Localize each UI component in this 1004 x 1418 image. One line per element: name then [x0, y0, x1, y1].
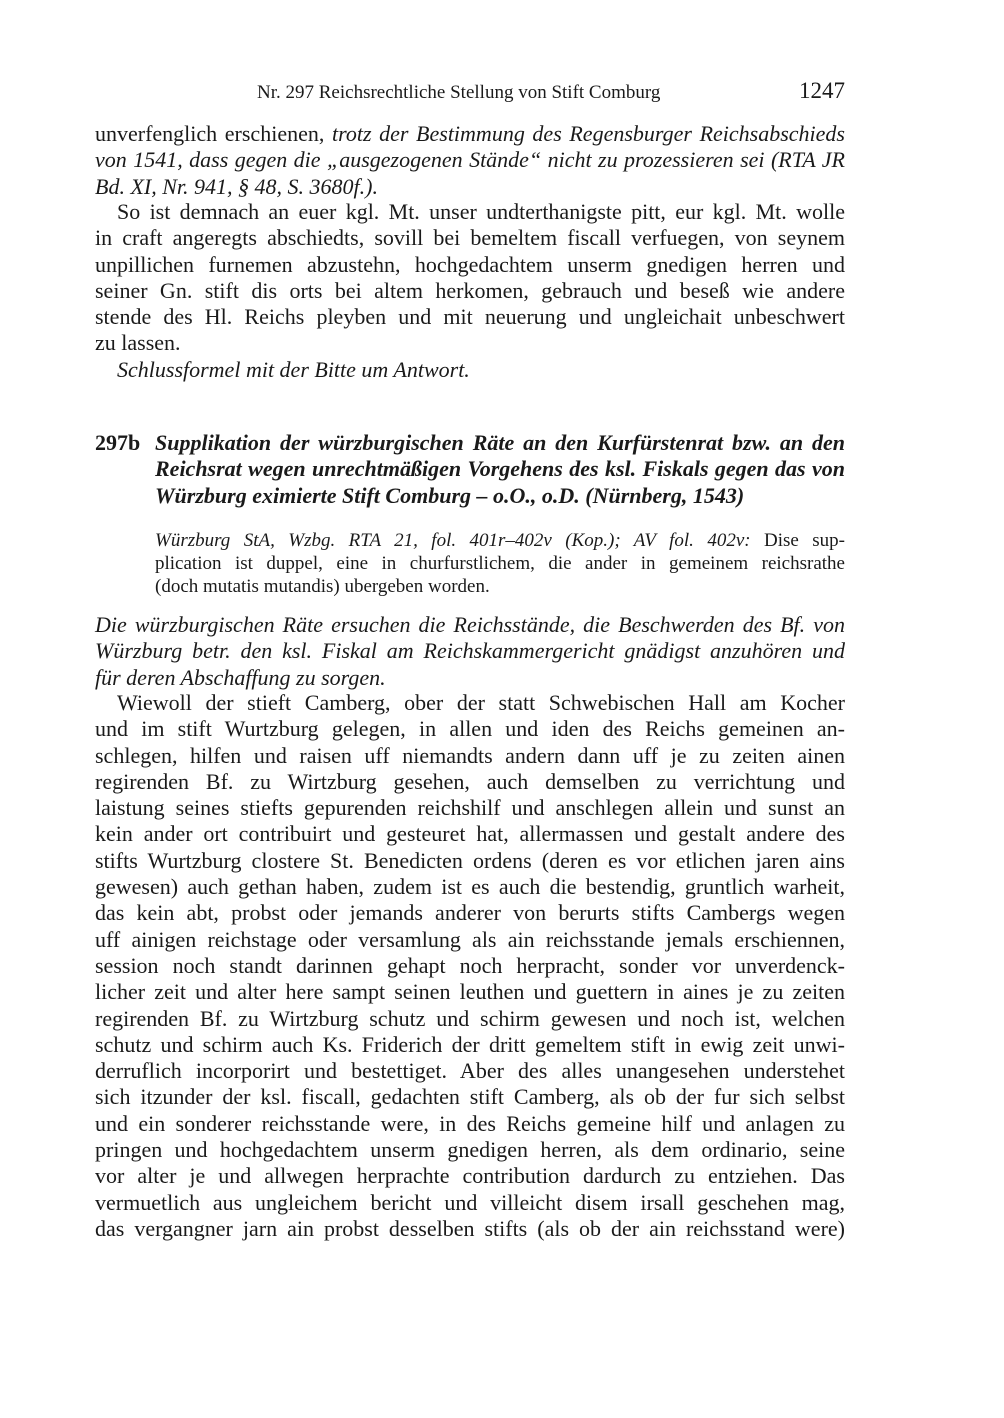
- text-line: und im stift Wurtzburg gelegen, in allen und iden des Reichs gemeinen an-: [95, 716, 845, 742]
- text-line: das kein abt, probst oder jemands anderer von berurts stifts Cambergs wegen: [95, 900, 845, 926]
- page-number: 1247: [799, 78, 845, 103]
- text-line: Würzburg eximierte Stift Comburg – o.O., o.D. (Nürnberg, 1543): [155, 482, 745, 508]
- text-line: Wiewoll der stieft Camberg, ober der statt Schwebischen Hall am Kocher: [117, 690, 845, 715]
- roman-segment: unverfenglich erschienen,: [95, 121, 332, 146]
- text-line: regirenden Bf. zu Wirtzburg schutz und schirm gewesen und noch ist, welchen: [95, 1005, 845, 1031]
- text-line: das vergangner jarn ain probst desselben stifts (als ob der ain reichsstand were): [95, 1215, 845, 1241]
- text-line: gewesen) auch gethan haben, zudem ist es auch die bestendig, gruntlich warheit,: [95, 874, 845, 900]
- text-line: Die würzburgischen Räte ersuchen die Reichsstände, die Beschwerden des Bf. von: [95, 612, 845, 637]
- text-line: in craft angeregts abschiedts, sovill bei bemeltem fiscall verfuegen, von seynem: [95, 225, 845, 251]
- text-line: vor alter je und allwegen herprachte contribution dardurch zu entziehen. Das: [95, 1163, 845, 1189]
- text-line: schutz und schirm auch Ks. Friderich der dritt gemeltem stift in ewig zeit unwi-: [95, 1031, 845, 1057]
- text-line: regirenden Bf. zu Wirtzburg gesehen, auch demselben zu verrichtung und: [95, 768, 845, 794]
- text-line: Reichsrat wegen unrechtmäßigen Vorgehens des ksl. Fiskals gegen das von: [155, 456, 845, 482]
- text-line: kein ander ort contribuirt und gesteuret hat, allermassen und gestalt andere des: [95, 821, 845, 847]
- text-line: [95, 121, 845, 147]
- text-line: Bd. XI, Nr. 941, § 48, S. 3680f.).: [95, 173, 378, 199]
- running-header: [95, 80, 845, 106]
- text-line: zu lassen.: [95, 330, 181, 356]
- text-line: und ein sonderer reichsstande were, in des Reichs gemeine hilf und anlagen zu: [95, 1110, 845, 1136]
- italic-segment: Würzburg StA, Wzbg. RTA 21, fol. 401r–402v (Kop.); AV fol. 402v:: [155, 530, 751, 551]
- text-line: für deren Abschaffung zu sorgen.: [95, 664, 386, 690]
- text-line: session noch standt darinnen gehapt noch herpracht, sonder vor unverdenck-: [95, 952, 845, 978]
- text-line: So ist demnach an euer kgl. Mt. unser undterthanigste pitt, eur kgl. Mt. wolle: [117, 199, 845, 224]
- paragraph-continuation: [95, 121, 845, 200]
- italic-segment: trotz der Bestimmung des Regensburger Reichsabschieds: [331, 121, 845, 146]
- closing-formula: [95, 357, 845, 383]
- text-line: Supplikation der würzburgischen Räte an den Kurfürstenrat bzw. an den: [155, 430, 845, 455]
- text-line: plication ist duppel, eine in churfurstlichem, die ander in gemeinem reichsrathe: [155, 553, 845, 574]
- body-paragraph: [95, 690, 845, 1242]
- source-note: [155, 529, 845, 598]
- text-line: pringen und hochgedachtem unserm gnedigen herren, als dem ordinario, seine: [95, 1137, 845, 1163]
- text-line: vermuetlich aus ungleichem bericht und villeicht disem irsall geschehen mag,: [95, 1189, 845, 1215]
- roman-segment: Dise sup-: [750, 530, 845, 551]
- text-line: licher zeit und alter here sampt seinen leuthen und guettern in aines je zu zeiten: [95, 979, 845, 1005]
- text-line: seiner Gn. stift dis orts bei altem herkomen, gebrauch und beseß wie andere: [95, 277, 845, 303]
- running-title: Nr. 297 Reichsrechtliche Stellung von Stift Comburg: [257, 82, 661, 103]
- text-line: (doch mutatis mutandis) ubergeben worden.: [155, 576, 490, 597]
- text-line: schlegen, hilfen und raisen uff niemandts andern dann uff je zu zeiten ainen: [95, 742, 845, 768]
- text-line: stende des Hl. Reichs pleyben und mit neuerung und ungleichait unbeschwert: [95, 304, 845, 330]
- summary-paragraph: [95, 612, 845, 691]
- text-line: sich itzunder der ksl. fiscall, gedachten stift Camberg, als ob der fur sich selbst: [95, 1084, 845, 1110]
- text-line: stifts Wurtzburg clostere St. Benedicten ordens (deren es vor etlichen jaren ains: [95, 847, 845, 873]
- paragraph-petition: [95, 199, 845, 357]
- text-line: unpillichen furnemen abzustehn, hochgedachtem unserm gnedigen herren und: [95, 251, 845, 277]
- text-line: von 1541, dass gegen die „ausgezogenen Stände“ nicht zu prozessieren sei (RTA JR: [95, 147, 845, 173]
- section-number: 297b: [95, 430, 141, 455]
- text-line: laistung seines stiefts gepurenden reichshilf und anschlegen allein und sunst an: [95, 795, 845, 821]
- text-line: derruflich incorporirt und bestettiget. Aber des alles unangesehen understehet: [95, 1058, 845, 1084]
- text-line: Schlussformel mit der Bitte um Antwort.: [117, 357, 470, 382]
- section-heading: [155, 430, 845, 509]
- text-line: uff ainigen reichstage oder versamlung als ain reichsstande jemals erschiennen,: [95, 926, 845, 952]
- text-line: [155, 529, 845, 552]
- text-line: Würzburg betr. den ksl. Fiskal am Reichskammergericht gnädigst anzuhören und: [95, 638, 845, 664]
